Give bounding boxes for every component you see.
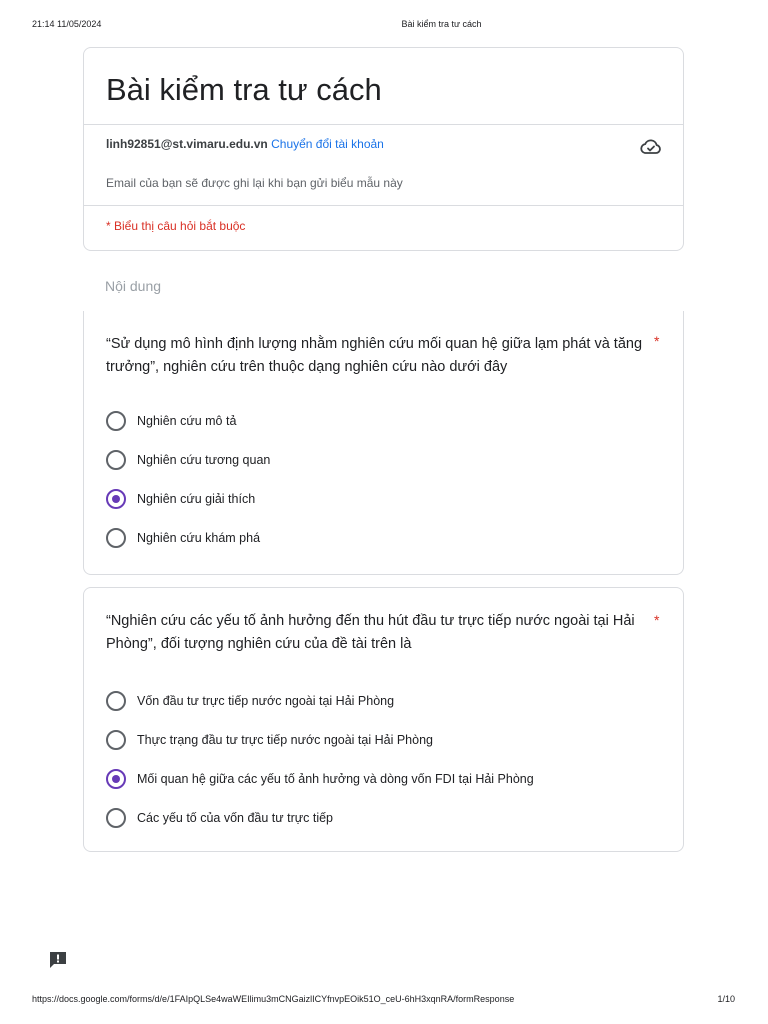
form-title: Bài kiểm tra tư cách	[106, 72, 382, 107]
print-url: https://docs.google.com/forms/d/e/1FAIpQLSe4waWEIlimu3mCNGaizlICYfnvpEOik51O_ceU-6hH3xqnRA/formResponse	[32, 994, 515, 1004]
question-text: “Nghiên cứu các yếu tố ảnh hưởng đến thu hút đầu tư trực tiếp nước ngoài tại Hải Phòng”, đối tượng nghiên cứu của đề tài trên là	[106, 613, 635, 652]
radio-button-checked[interactable]	[106, 489, 126, 509]
option-label: Thực trạng đầu tư trực tiếp nước ngoài tại Hải Phòng	[137, 732, 433, 747]
question-text: “Sử dụng mô hình định lượng nhằm nghiên cứu mối quan hệ giữa lạm phát và tăng trưởng”, nghiên cứu trên thuộc dạng nghiên cứu nào dưới đây	[106, 336, 643, 375]
radio-option[interactable]	[106, 518, 270, 557]
divider	[84, 124, 683, 125]
account-line	[106, 137, 384, 151]
question-card	[83, 587, 684, 852]
print-title: Bài kiểm tra tư cách	[401, 19, 482, 29]
print-footer	[0, 994, 768, 1008]
divider	[84, 205, 683, 206]
form-header-card	[83, 47, 684, 251]
print-page-number: 1/10	[717, 994, 735, 1004]
radio-option[interactable]	[106, 401, 270, 440]
radio-button-checked[interactable]	[106, 769, 126, 789]
option-label: Mối quan hệ giữa các yếu tố ảnh hưởng và dòng vốn FDI tại Hải Phòng	[137, 771, 534, 786]
switch-account-link[interactable]: Chuyển đổi tài khoản	[271, 137, 384, 151]
required-star: *	[654, 333, 660, 349]
radio-option[interactable]	[106, 720, 534, 759]
print-header	[0, 0, 768, 48]
option-label: Nghiên cứu giải thích	[137, 491, 256, 506]
radio-option[interactable]	[106, 479, 270, 518]
radio-button[interactable]	[106, 450, 126, 470]
option-label: Nghiên cứu tương quan	[137, 452, 271, 467]
option-label: Vốn đầu tư trực tiếp nước ngoài tại Hải Phòng	[137, 693, 395, 708]
question-card	[83, 311, 684, 575]
radio-option[interactable]	[106, 759, 534, 798]
radio-button[interactable]	[106, 528, 126, 548]
option-label: Nghiên cứu khám phá	[137, 530, 261, 545]
radio-group	[106, 401, 270, 557]
section-title: Nội dung	[105, 278, 162, 294]
required-star: *	[654, 612, 660, 628]
radio-button[interactable]	[106, 808, 126, 828]
cloud-done-icon	[639, 137, 663, 157]
print-datetime: 21:14 11/05/2024	[32, 19, 102, 29]
radio-option[interactable]	[106, 440, 270, 479]
radio-button[interactable]	[106, 730, 126, 750]
radio-button[interactable]	[106, 411, 126, 431]
radio-group	[106, 681, 534, 837]
option-label: Các yếu tố của vốn đầu tư trực tiếp	[137, 810, 334, 825]
account-email: linh92851@st.vimaru.edu.vn	[106, 137, 268, 151]
radio-option[interactable]	[106, 798, 534, 837]
feedback-icon[interactable]	[48, 950, 68, 970]
radio-button[interactable]	[106, 691, 126, 711]
required-note: * Biểu thị câu hỏi bắt buộc	[106, 219, 246, 233]
email-recorded-note: Email của bạn sẽ được ghi lại khi bạn gửi biểu mẫu này	[106, 176, 403, 190]
option-label: Nghiên cứu mô tả	[137, 413, 237, 428]
radio-option[interactable]	[106, 681, 534, 720]
